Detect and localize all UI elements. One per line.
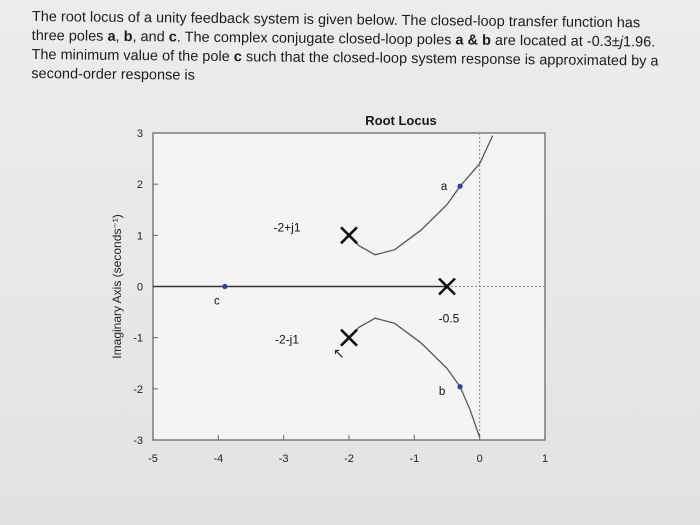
y-tick-label: 2 xyxy=(136,179,143,192)
pole-a-ref: a xyxy=(107,28,116,45)
y-tick-label: -2 xyxy=(133,383,143,396)
question-seg: such that the closed-loop system response is approximated by a second-order response is xyxy=(31,49,659,84)
pole-c-ref: c xyxy=(233,49,242,66)
y-axis-label: Imaginary Axis (seconds⁻¹) xyxy=(110,214,124,359)
x-tick-label: -3 xyxy=(278,453,289,465)
cursor-arrow-icon: ↖ xyxy=(333,346,345,362)
question-seg: 1.96. The minimum value of the pole xyxy=(31,34,656,66)
question-seg: . The complex conjugate closed-loop poles xyxy=(176,29,456,49)
open-loop-pole-label: -0.5 xyxy=(438,311,460,326)
closed-loop-pole-point xyxy=(222,284,227,289)
closed-loop-pole-label: b xyxy=(438,385,446,398)
open-loop-pole-label: -2-j1 xyxy=(274,332,300,347)
question-seg: , xyxy=(115,28,124,45)
y-tick-label: 0 xyxy=(136,281,143,294)
x-tick-label: 1 xyxy=(541,453,549,465)
closed-loop-pole-label: a xyxy=(440,181,448,194)
question-seg: are located at -0.3± xyxy=(490,32,620,51)
imag-unit: j xyxy=(619,34,624,51)
x-tick-label: -5 xyxy=(148,453,158,465)
x-tick-label: -1 xyxy=(409,453,420,465)
x-tick-label: -2 xyxy=(344,453,354,465)
poles-ab-ref: a & b xyxy=(455,32,491,49)
y-tick-label: 3 xyxy=(136,128,143,140)
question-seg: , and xyxy=(132,29,169,46)
x-tick-label: -4 xyxy=(213,453,224,465)
x-tick-label: 0 xyxy=(476,453,483,465)
y-tick-label: -3 xyxy=(133,435,143,447)
question-seg: The root locus of a unity feedback system is given below. The closed-loop transfer function has three poles xyxy=(31,8,641,45)
open-loop-pole-label: -2+j1 xyxy=(273,220,301,235)
y-tick-label: -1 xyxy=(133,332,143,345)
closed-loop-pole-label: c xyxy=(213,295,220,308)
chart-title: Root Locus xyxy=(365,113,437,128)
pole-c-ref: c xyxy=(168,29,177,46)
y-tick-label: 1 xyxy=(136,230,143,243)
pole-b-ref: b xyxy=(123,28,133,46)
closed-loop-pole-point xyxy=(457,184,462,189)
closed-loop-pole-point xyxy=(457,384,462,389)
